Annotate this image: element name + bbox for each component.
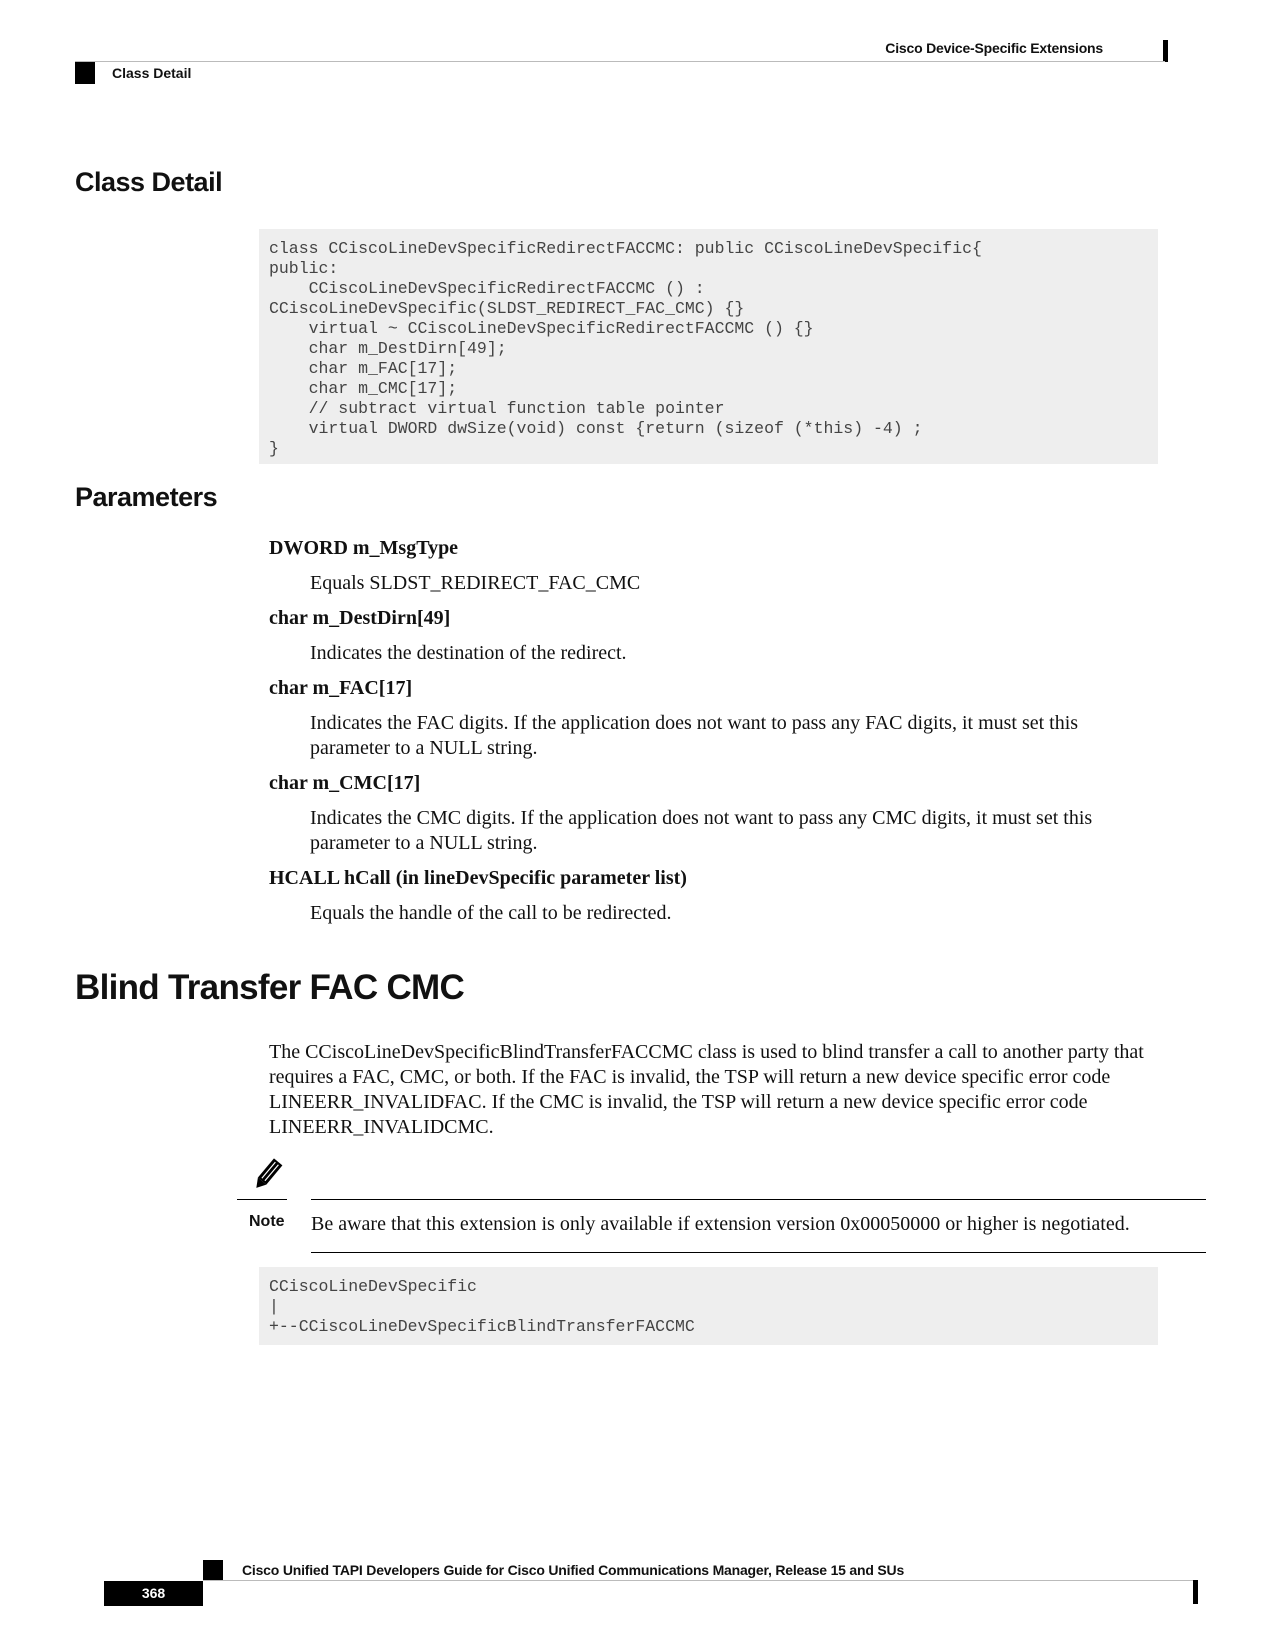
note-rule-left <box>237 1199 287 1200</box>
param-desc-destdirn: Indicates the destination of the redirect. <box>310 642 627 664</box>
note-rule-top <box>311 1199 1206 1200</box>
header-marker-bar <box>1163 40 1168 62</box>
param-desc-fac: Indicates the FAC digits. If the application does not want to pass any FAC digits, it must set this parameter to a NULL string. <box>310 712 1079 759</box>
class-detail-code-block: class CCiscoLineDevSpecificRedirectFACCMC: public CCiscoLineDevSpecific{ public: CCiscoLineDevSpecificRedirectFACCMC () : CCiscoLineDevSpecific(SLDST_REDIRECT_FAC_CMC) {} virtual ~ CCiscoLineDevSpecificRedirectFACCMC () {} char m_DestDirn[49]; char m_FAC[17]; char m_CMC[17]; // subtract virtual function table pointer virtual DWORD dwSize(void) const {return (sizeof (*this) -4) ; } <box>259 229 1158 464</box>
header-rule <box>75 61 1165 62</box>
footer-marker <box>203 1560 223 1580</box>
blind-transfer-intro: The CCiscoLineDevSpecificBlindTransferFACCMC class is used to blind transfer a call to another party that requires a FAC, CMC, or both. If the FAC is invalid, the TSP will return a new device specific error code LINEERR_INVALIDFAC. If the CMC is invalid, the TSP will return a new device specific error code LINEERR_INVALIDCMC. <box>269 1041 1144 1138</box>
param-desc-msgtype: Equals SLDST_REDIRECT_FAC_CMC <box>310 572 641 594</box>
param-name-hcall: HCALL hCall (in lineDevSpecific parameter list) <box>269 867 687 889</box>
running-header-chapter: Cisco Device-Specific Extensions <box>885 40 1103 56</box>
param-name-cmc: char m_CMC[17] <box>269 772 421 794</box>
footer-marker-bar <box>1193 1580 1198 1604</box>
page-number: 368 <box>104 1581 203 1606</box>
param-desc-hcall: Equals the handle of the call to be redirected. <box>310 902 672 924</box>
parameters-heading: Parameters <box>75 482 218 512</box>
parameter-list <box>269 535 1169 935</box>
class-hierarchy-code-block: CCiscoLineDevSpecific | +--CCiscoLineDevSpecificBlindTransferFACCMC <box>259 1267 1158 1345</box>
note-text: Be aware that this extension is only available if extension version 0x00050000 or higher is negotiated. <box>311 1213 1130 1235</box>
blind-transfer-heading: Blind Transfer FAC CMC <box>75 968 465 1007</box>
footer-rule <box>203 1580 1195 1581</box>
note-rule-bottom <box>311 1252 1206 1253</box>
running-header-section: Class Detail <box>112 65 192 81</box>
header-section-marker <box>75 62 95 84</box>
pencil-note-icon <box>248 1158 286 1194</box>
param-name-fac: char m_FAC[17] <box>269 677 413 699</box>
class-detail-heading: Class Detail <box>75 167 223 197</box>
param-name-msgtype: DWORD m_MsgType <box>269 537 459 559</box>
param-name-destdirn: char m_DestDirn[49] <box>269 607 451 629</box>
param-desc-cmc: Indicates the CMC digits. If the application does not want to pass any CMC digits, it must set this parameter to a NULL string. <box>310 807 1093 854</box>
footer-book-title: Cisco Unified TAPI Developers Guide for Cisco Unified Communications Manager, Release 15 and SUs <box>242 1562 905 1578</box>
note-label: Note <box>249 1213 285 1230</box>
